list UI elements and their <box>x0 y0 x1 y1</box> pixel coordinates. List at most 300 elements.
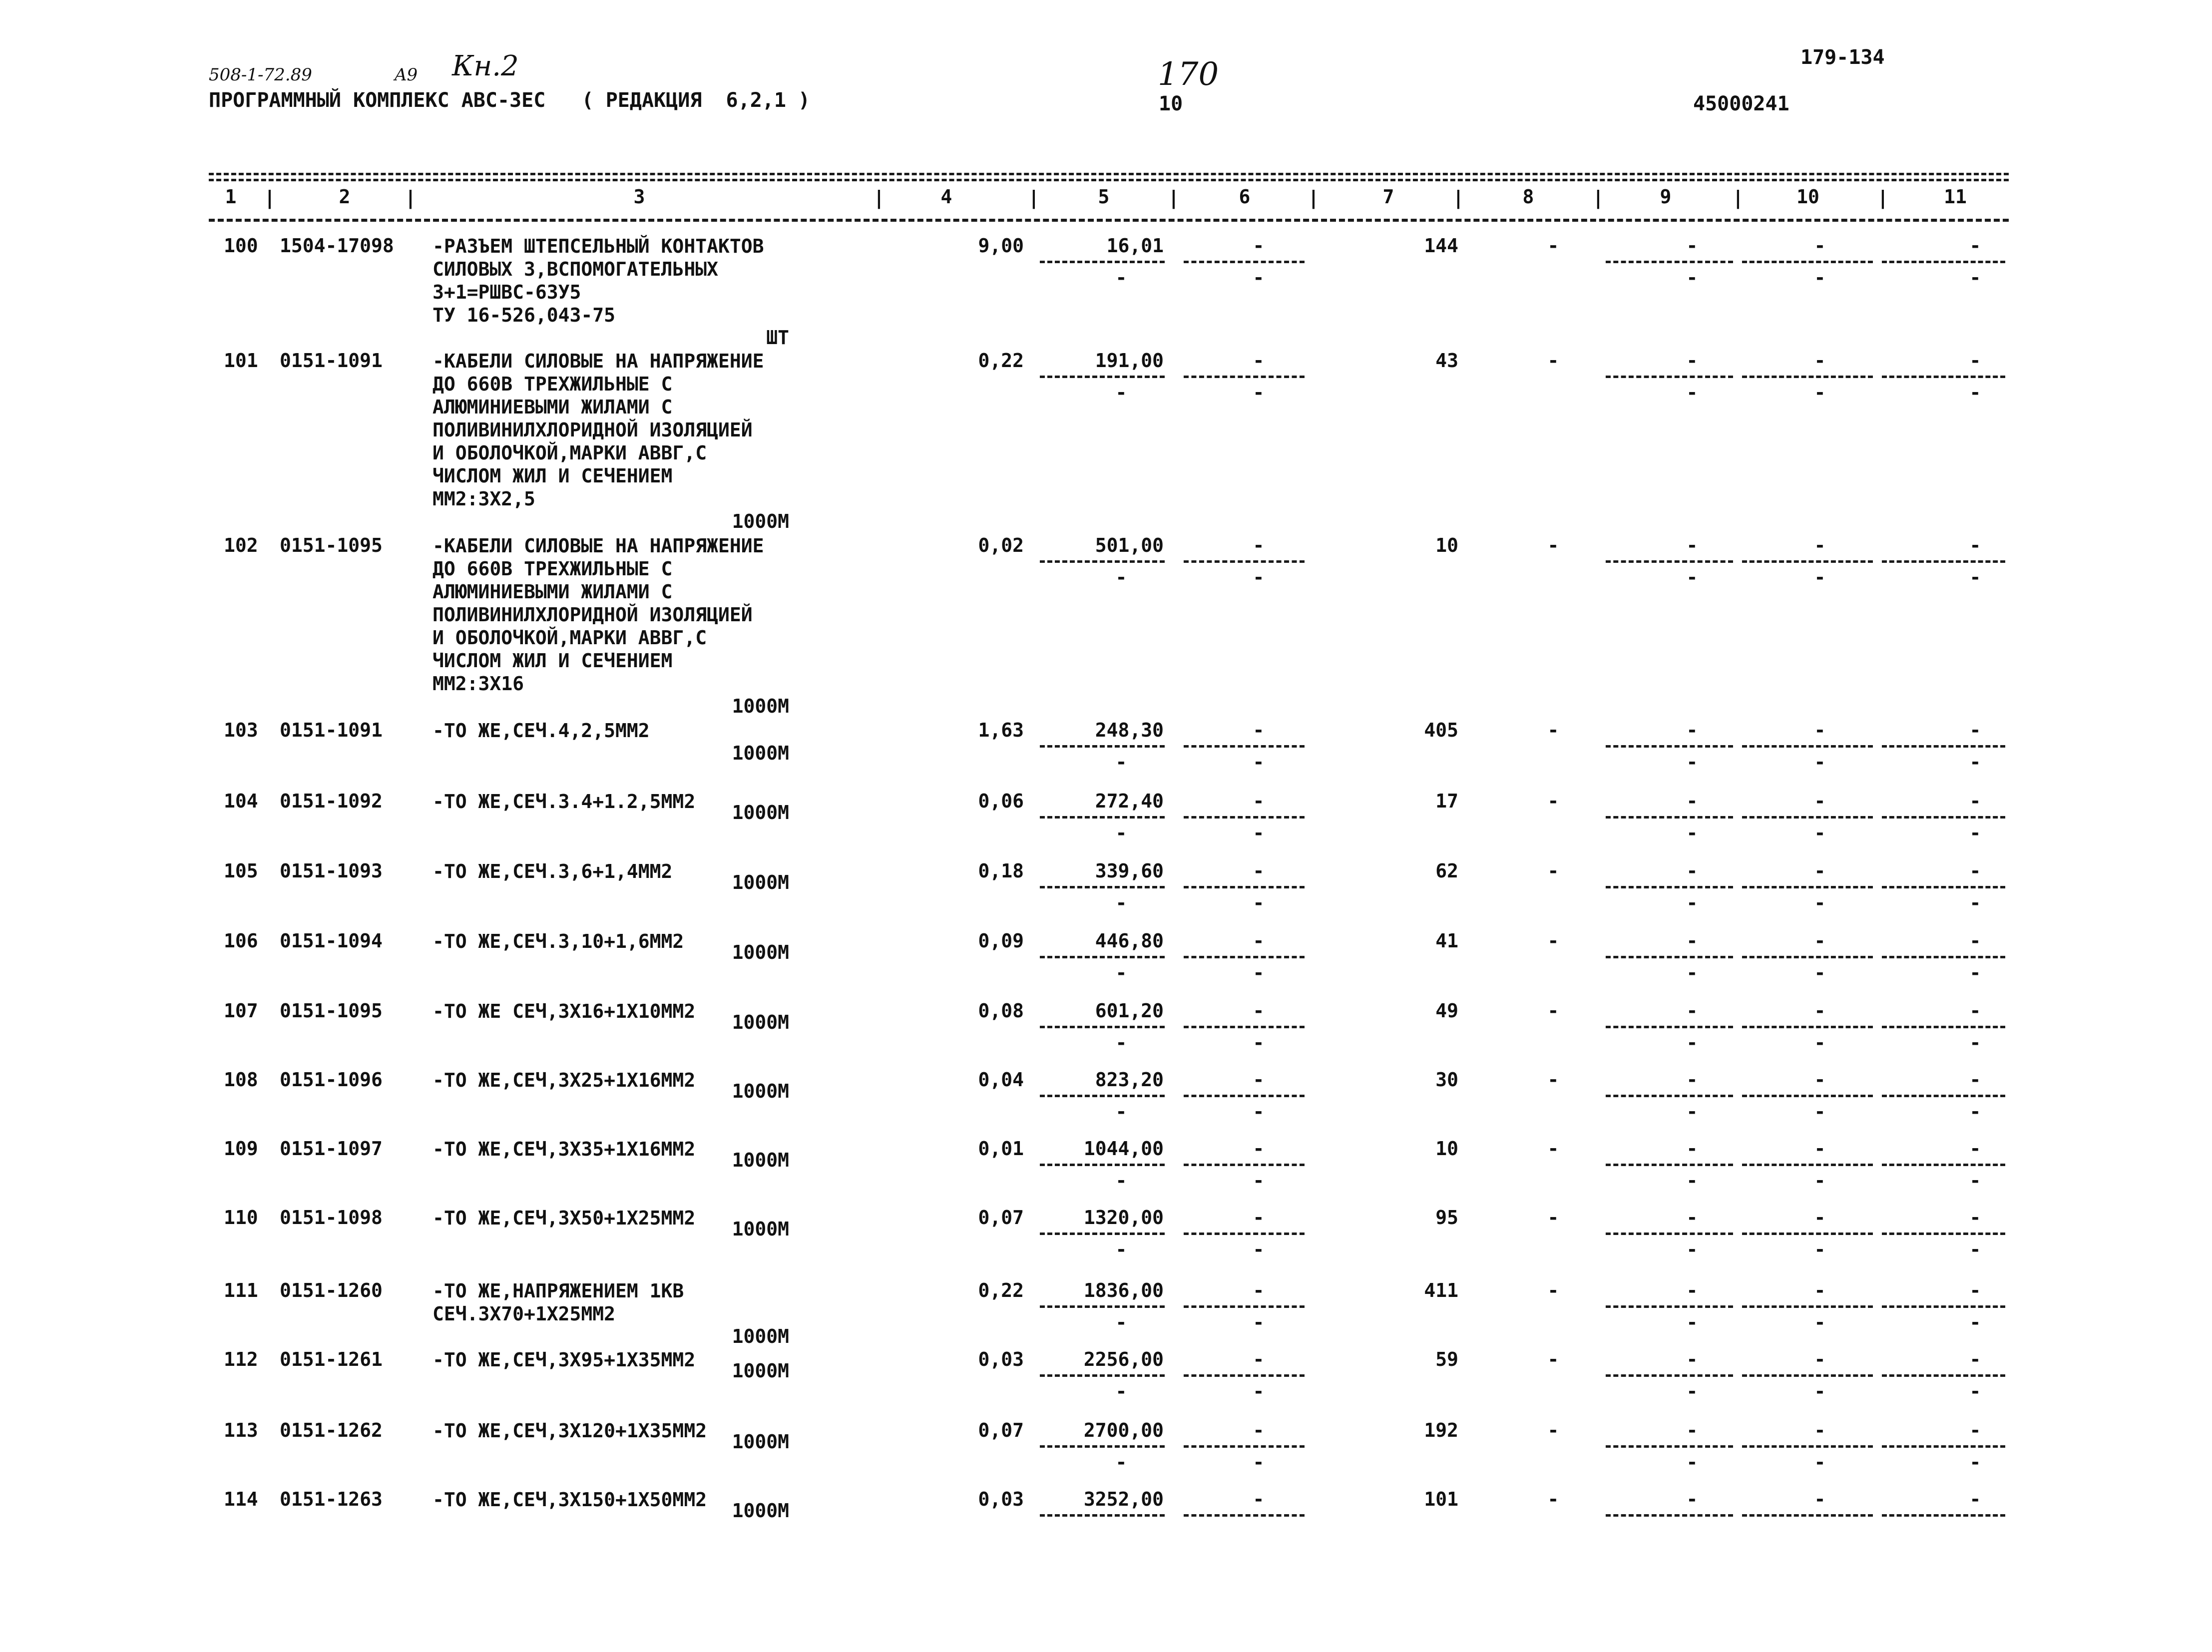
col10-value: - <box>1814 534 1826 556</box>
col5-sub-value: - <box>1115 1239 1127 1260</box>
cell-underline <box>1742 261 1873 263</box>
item-name-line: -ТО ЖЕ СЕЧ,3Х16+1Х10ММ2 <box>433 1000 696 1022</box>
unit-label: 1000М <box>732 510 789 532</box>
row-number: 110 <box>224 1207 258 1229</box>
cell-underline <box>1742 1305 1873 1308</box>
total-cost: 10 <box>1435 534 1458 556</box>
item-name-line: -ТО ЖЕ,СЕЧ,3Х150+1Х50ММ2 <box>433 1489 707 1511</box>
column-separator: | <box>264 187 276 209</box>
cell-underline <box>1184 816 1305 819</box>
item-code: 0151-1093 <box>280 860 383 882</box>
item-name-line: -ТО ЖЕ,СЕЧ,3Х50+1Х25ММ2 <box>433 1207 696 1229</box>
col11-value: - <box>1969 1279 1981 1301</box>
cell-underline <box>1040 1164 1165 1166</box>
col10-value: - <box>1814 235 1826 257</box>
column-header-6: 6 <box>1239 186 1251 208</box>
cell-underline <box>1184 261 1305 263</box>
cell-underline <box>1606 816 1733 819</box>
col6-sub-value: - <box>1253 382 1265 404</box>
col11-value: - <box>1969 1488 1981 1510</box>
cell-underline <box>1184 1164 1305 1166</box>
unit-label: 1000М <box>732 1149 789 1171</box>
col9-sub-value: - <box>1686 566 1698 588</box>
cell-underline <box>1184 1026 1305 1028</box>
unit-label: 1000М <box>732 1218 789 1240</box>
column-separator: | <box>405 187 417 209</box>
col11-sub-value: - <box>1969 1380 1981 1402</box>
total-cost: 101 <box>1424 1488 1458 1510</box>
cell-underline <box>1606 1374 1733 1377</box>
col11-value: - <box>1969 1138 1981 1160</box>
column-header-7: 7 <box>1382 186 1394 208</box>
col10-sub-value: - <box>1814 962 1826 984</box>
cell-underline <box>1882 1164 2005 1166</box>
col10-value: - <box>1814 1488 1826 1510</box>
col8-value: - <box>1547 1138 1559 1160</box>
quantity: 0,06 <box>978 790 1024 812</box>
cell-underline <box>1184 1445 1305 1448</box>
unit-label: 1000М <box>732 871 789 893</box>
cell-underline <box>1184 1305 1305 1308</box>
col11-value: - <box>1969 1348 1981 1370</box>
col10-value: - <box>1814 1000 1826 1022</box>
unit-label: 1000М <box>732 802 789 824</box>
col9-value: - <box>1686 1488 1698 1510</box>
cell-underline <box>1742 956 1873 958</box>
col10-sub-value: - <box>1814 1170 1826 1192</box>
total-cost: 49 <box>1435 1000 1458 1022</box>
format-label: A9 <box>395 65 418 85</box>
col11-sub-value: - <box>1969 382 1981 404</box>
col10-value: - <box>1814 1419 1826 1441</box>
col11-value: - <box>1969 235 1981 257</box>
item-name-line: -ТО ЖЕ,СЕЧ.3,6+1,4ММ2 <box>433 860 673 882</box>
item-name-line: ЧИСЛОМ ЖИЛ И СЕЧЕНИЕМ <box>433 650 673 672</box>
col9-sub-value: - <box>1686 892 1698 914</box>
col5-sub-value: - <box>1115 962 1127 984</box>
cell-underline <box>1606 1445 1733 1448</box>
col10-sub-value: - <box>1814 1311 1826 1333</box>
cell-underline <box>1742 816 1873 819</box>
total-cost: 30 <box>1435 1069 1458 1091</box>
col5-sub-value: - <box>1115 382 1127 404</box>
unit-label: 1000М <box>732 941 789 963</box>
col6-value: - <box>1253 534 1265 556</box>
col11-value: - <box>1969 1419 1981 1441</box>
item-name-line: ПОЛИВИНИЛХЛОРИДНОЙ ИЗОЛЯЦИЕЙ <box>433 604 753 626</box>
row-number: 103 <box>224 719 258 741</box>
item-name-line: -ТО ЖЕ,НАПРЯЖЕНИЕМ 1КВ <box>433 1280 684 1302</box>
item-name-line: СЕЧ.3Х70+1Х25ММ2 <box>433 1303 616 1325</box>
unit-label: 1000М <box>732 1011 789 1033</box>
table-row <box>0 1348 2212 1402</box>
cell-underline <box>1606 1233 1733 1235</box>
cell-underline <box>1040 956 1165 958</box>
unit-label: 1000М <box>732 695 789 717</box>
col6-value: - <box>1253 235 1265 257</box>
col10-value: - <box>1814 1207 1826 1229</box>
cell-underline <box>1882 816 2005 819</box>
col5-sub-value: - <box>1115 892 1127 914</box>
unit-price: 339,60 <box>1095 860 1164 882</box>
cell-underline <box>1606 745 1733 748</box>
cell-underline <box>1184 745 1305 748</box>
cell-underline <box>1882 956 2005 958</box>
col9-sub-value: - <box>1686 1101 1698 1123</box>
quantity: 0,22 <box>978 350 1024 372</box>
col11-value: - <box>1969 790 1981 812</box>
row-number: 105 <box>224 860 258 882</box>
total-cost: 43 <box>1435 350 1458 372</box>
col10-sub-value: - <box>1814 566 1826 588</box>
unit-label: 1000М <box>732 1325 789 1347</box>
col6-sub-value: - <box>1253 566 1265 588</box>
col9-value: - <box>1686 860 1698 882</box>
col8-value: - <box>1547 1488 1559 1510</box>
item-name-line: АЛЮМИНИЕВЫМИ ЖИЛАМИ С <box>433 396 673 418</box>
column-header-8: 8 <box>1522 186 1534 208</box>
row-number: 106 <box>224 930 258 952</box>
col11-sub-value: - <box>1969 751 1981 773</box>
column-header-11: 11 <box>1944 186 1967 208</box>
cell-underline <box>1742 1514 1873 1517</box>
cell-underline <box>1606 1514 1733 1517</box>
col9-value: - <box>1686 1207 1698 1229</box>
document-code: 508-1-72.89 <box>209 65 312 85</box>
col5-sub-value: - <box>1115 267 1127 289</box>
cell-underline <box>1040 1095 1165 1097</box>
cell-underline <box>1742 376 1873 378</box>
col11-sub-value: - <box>1969 1451 1981 1473</box>
cell-underline <box>1184 1233 1305 1235</box>
col8-value: - <box>1547 235 1559 257</box>
cell-underline <box>1606 886 1733 888</box>
row-number: 114 <box>224 1488 258 1510</box>
col6-value: - <box>1253 1138 1265 1160</box>
col9-value: - <box>1686 534 1698 556</box>
cell-underline <box>1882 1374 2005 1377</box>
column-separator: | <box>1877 187 1889 209</box>
cell-underline <box>1040 560 1165 563</box>
col5-sub-value: - <box>1115 566 1127 588</box>
col10-sub-value: - <box>1814 1101 1826 1123</box>
col6-value: - <box>1253 790 1265 812</box>
col9-value: - <box>1686 350 1698 372</box>
col11-sub-value: - <box>1969 1032 1981 1054</box>
cell-underline <box>1882 1305 2005 1308</box>
col8-value: - <box>1547 1348 1559 1370</box>
item-code: 0151-1261 <box>280 1348 383 1370</box>
subpage-number: 10 <box>1159 92 1183 115</box>
item-code: 0151-1263 <box>280 1488 383 1510</box>
col11-sub-value: - <box>1969 1239 1981 1260</box>
item-code: 0151-1091 <box>280 719 383 741</box>
item-name-line: 3+1=РШВС-63У5 <box>433 281 581 303</box>
col11-sub-value: - <box>1969 267 1981 289</box>
item-name-line: -КАБЕЛИ СИЛОВЫЕ НА НАПРЯЖЕНИЕ <box>433 535 764 557</box>
col11-value: - <box>1969 534 1981 556</box>
cell-underline <box>1882 560 2005 563</box>
unit-label: 1000М <box>732 1500 789 1522</box>
cell-underline <box>1184 1095 1305 1097</box>
book-label: Кн.2 <box>452 50 519 82</box>
col9-value: - <box>1686 1348 1698 1370</box>
cell-underline <box>1606 1026 1733 1028</box>
column-separator: | <box>1168 187 1180 209</box>
col6-sub-value: - <box>1253 1239 1265 1260</box>
col5-sub-value: - <box>1115 1451 1127 1473</box>
cell-underline <box>1040 1026 1165 1028</box>
unit-price: 601,20 <box>1095 1000 1164 1022</box>
col6-sub-value: - <box>1253 1451 1265 1473</box>
cell-underline <box>1040 1305 1165 1308</box>
cell-underline <box>1606 1305 1733 1308</box>
cell-underline <box>1040 1514 1165 1517</box>
col10-value: - <box>1814 1138 1826 1160</box>
col8-value: - <box>1547 1069 1559 1091</box>
col11-sub-value: - <box>1969 892 1981 914</box>
col9-value: - <box>1686 1279 1698 1301</box>
item-code: 0151-1097 <box>280 1138 383 1160</box>
col10-value: - <box>1814 930 1826 952</box>
col8-value: - <box>1547 790 1559 812</box>
quantity: 0,04 <box>978 1069 1024 1091</box>
series-code: 179-134 <box>1800 46 1885 69</box>
item-name-line: СИЛОВЫХ 3,ВСПОМОГАТЕЛЬНЫХ <box>433 258 718 280</box>
table-row <box>0 719 2212 773</box>
unit-label: 1000М <box>732 742 789 764</box>
col9-sub-value: - <box>1686 751 1698 773</box>
col11-value: - <box>1969 860 1981 882</box>
cell-underline <box>1606 1095 1733 1097</box>
col11-value: - <box>1969 350 1981 372</box>
col8-value: - <box>1547 860 1559 882</box>
item-name-line: -ТО ЖЕ,СЕЧ,3Х120+1Х35ММ2 <box>433 1420 707 1442</box>
col5-sub-value: - <box>1115 1032 1127 1054</box>
quantity: 0,09 <box>978 930 1024 952</box>
col9-sub-value: - <box>1686 267 1698 289</box>
col6-sub-value: - <box>1253 1101 1265 1123</box>
unit-price: 823,20 <box>1095 1069 1164 1091</box>
col11-sub-value: - <box>1969 566 1981 588</box>
item-name-line: ПОЛИВИНИЛХЛОРИДНОЙ ИЗОЛЯЦИЕЙ <box>433 419 753 441</box>
unit-label: 1000М <box>732 1080 789 1102</box>
unit-price: 1836,00 <box>1083 1279 1164 1301</box>
col11-sub-value: - <box>1969 962 1981 984</box>
col10-value: - <box>1814 790 1826 812</box>
cell-underline <box>1882 1026 2005 1028</box>
item-code: 0151-1095 <box>280 1000 383 1022</box>
unit-label: 1000М <box>732 1360 789 1382</box>
cell-underline <box>1742 1095 1873 1097</box>
unit-price: 16,01 <box>1106 235 1164 257</box>
unit-price: 501,00 <box>1095 534 1164 556</box>
col6-sub-value: - <box>1253 962 1265 984</box>
column-header-3: 3 <box>633 186 645 208</box>
cell-underline <box>1040 261 1165 263</box>
table-row <box>0 1488 2212 1522</box>
total-cost: 95 <box>1435 1207 1458 1229</box>
col10-sub-value: - <box>1814 822 1826 844</box>
col9-value: - <box>1686 1000 1698 1022</box>
table-row <box>0 1279 2212 1347</box>
col11-value: - <box>1969 930 1981 952</box>
item-code: 1504-17098 <box>280 235 394 257</box>
column-separator: | <box>1452 187 1464 209</box>
col10-sub-value: - <box>1814 1239 1826 1260</box>
total-cost: 41 <box>1435 930 1458 952</box>
col5-sub-value: - <box>1115 1101 1127 1123</box>
cell-underline <box>1606 956 1733 958</box>
column-separator: | <box>1308 187 1320 209</box>
table-top-rule-inner <box>209 179 2009 181</box>
col6-value: - <box>1253 1488 1265 1510</box>
col9-sub-value: - <box>1686 1311 1698 1333</box>
quantity: 0,01 <box>978 1138 1024 1160</box>
table-row <box>0 534 2212 717</box>
cell-underline <box>1184 886 1305 888</box>
col9-value: - <box>1686 1138 1698 1160</box>
col6-value: - <box>1253 1419 1265 1441</box>
item-name-line: И ОБОЛОЧКОЙ,МАРКИ АВВГ,С <box>433 627 707 649</box>
col9-value: - <box>1686 790 1698 812</box>
item-code: 0151-1096 <box>280 1069 383 1091</box>
cell-underline <box>1606 376 1733 378</box>
cell-underline <box>1184 1514 1305 1517</box>
col6-value: - <box>1253 1348 1265 1370</box>
unit-price: 1044,00 <box>1083 1138 1164 1160</box>
item-name-line: ЧИСЛОМ ЖИЛ И СЕЧЕНИЕМ <box>433 465 673 487</box>
col10-sub-value: - <box>1814 382 1826 404</box>
item-code: 0151-1094 <box>280 930 383 952</box>
col6-sub-value: - <box>1253 1032 1265 1054</box>
column-header-9: 9 <box>1660 186 1672 208</box>
col6-value: - <box>1253 350 1265 372</box>
item-name-line: И ОБОЛОЧКОЙ,МАРКИ АВВГ,С <box>433 442 707 464</box>
item-name-line: -ТО ЖЕ,СЕЧ,3Х25+1Х16ММ2 <box>433 1069 696 1091</box>
cell-underline <box>1882 1514 2005 1517</box>
col9-sub-value: - <box>1686 1451 1698 1473</box>
col6-sub-value: - <box>1253 892 1265 914</box>
row-number: 113 <box>224 1419 258 1441</box>
quantity: 0,02 <box>978 534 1024 556</box>
col10-sub-value: - <box>1814 892 1826 914</box>
cell-underline <box>1742 886 1873 888</box>
total-cost: 411 <box>1424 1279 1458 1301</box>
table-row <box>0 1419 2212 1473</box>
cell-underline <box>1742 1374 1873 1377</box>
col9-sub-value: - <box>1686 822 1698 844</box>
cell-underline <box>1040 886 1165 888</box>
cell-underline <box>1882 886 2005 888</box>
row-number: 107 <box>224 1000 258 1022</box>
column-separator: | <box>873 187 885 209</box>
col9-sub-value: - <box>1686 1380 1698 1402</box>
col5-sub-value: - <box>1115 1170 1127 1192</box>
col11-sub-value: - <box>1969 822 1981 844</box>
row-number: 108 <box>224 1069 258 1091</box>
row-number: 101 <box>224 350 258 372</box>
column-separator: | <box>1732 187 1744 209</box>
unit-price: 2256,00 <box>1083 1348 1164 1370</box>
item-code: 0151-1260 <box>280 1279 383 1301</box>
cell-underline <box>1742 1233 1873 1235</box>
row-number: 102 <box>224 534 258 556</box>
item-name-line: ММ2:3Х16 <box>433 673 524 695</box>
quantity: 0,18 <box>978 860 1024 882</box>
item-name-line: -ТО ЖЕ,СЕЧ.4,2,5ММ2 <box>433 720 650 742</box>
col8-value: - <box>1547 1207 1559 1229</box>
col6-value: - <box>1253 930 1265 952</box>
col10-value: - <box>1814 1279 1826 1301</box>
document-id: 45000241 <box>1693 92 1789 115</box>
col10-value: - <box>1814 1069 1826 1091</box>
row-number: 111 <box>224 1279 258 1301</box>
col10-value: - <box>1814 719 1826 741</box>
col5-sub-value: - <box>1115 1380 1127 1402</box>
quantity: 0,22 <box>978 1279 1024 1301</box>
cell-underline <box>1040 1233 1165 1235</box>
item-code: 0151-1095 <box>280 534 383 556</box>
quantity: 1,63 <box>978 719 1024 741</box>
col5-sub-value: - <box>1115 751 1127 773</box>
row-number: 100 <box>224 235 258 257</box>
item-name-line: -КАБЕЛИ СИЛОВЫЕ НА НАПРЯЖЕНИЕ <box>433 350 764 372</box>
item-name-line: -ТО ЖЕ,СЕЧ,3Х35+1Х16ММ2 <box>433 1138 696 1160</box>
col8-value: - <box>1547 350 1559 372</box>
col10-sub-value: - <box>1814 1451 1826 1473</box>
cell-underline <box>1184 1374 1305 1377</box>
col6-sub-value: - <box>1253 822 1265 844</box>
cell-underline <box>1882 745 2005 748</box>
col8-value: - <box>1547 1279 1559 1301</box>
unit-label: ШТ <box>766 327 789 349</box>
row-number: 109 <box>224 1138 258 1160</box>
unit-price: 3252,00 <box>1083 1488 1164 1510</box>
quantity: 0,07 <box>978 1419 1024 1441</box>
quantity: 0,03 <box>978 1348 1024 1370</box>
col9-sub-value: - <box>1686 962 1698 984</box>
col6-value: - <box>1253 1069 1265 1091</box>
col6-value: - <box>1253 719 1265 741</box>
total-cost: 17 <box>1435 790 1458 812</box>
table-top-rule <box>209 173 2009 175</box>
total-cost: 59 <box>1435 1348 1458 1370</box>
cell-underline <box>1606 1164 1733 1166</box>
col8-value: - <box>1547 930 1559 952</box>
col6-sub-value: - <box>1253 1311 1265 1333</box>
item-name-line: ТУ 16-526,043-75 <box>433 304 616 326</box>
col9-sub-value: - <box>1686 382 1698 404</box>
col9-sub-value: - <box>1686 1170 1698 1192</box>
unit-price: 248,30 <box>1095 719 1164 741</box>
col9-value: - <box>1686 1419 1698 1441</box>
cell-underline <box>1882 261 2005 263</box>
cell-underline <box>1040 1445 1165 1448</box>
col6-sub-value: - <box>1253 1170 1265 1192</box>
item-name-line: -ТО ЖЕ,СЕЧ.3,10+1,6ММ2 <box>433 930 684 952</box>
item-code: 0151-1092 <box>280 790 383 812</box>
total-cost: 144 <box>1424 235 1458 257</box>
cell-underline <box>1742 1445 1873 1448</box>
item-name-line: -ТО ЖЕ,СЕЧ,3Х95+1Х35ММ2 <box>433 1349 696 1371</box>
col8-value: - <box>1547 1419 1559 1441</box>
total-cost: 10 <box>1435 1138 1458 1160</box>
cell-underline <box>1040 376 1165 378</box>
unit-price: 191,00 <box>1095 350 1164 372</box>
cell-underline <box>1184 956 1305 958</box>
total-cost: 62 <box>1435 860 1458 882</box>
